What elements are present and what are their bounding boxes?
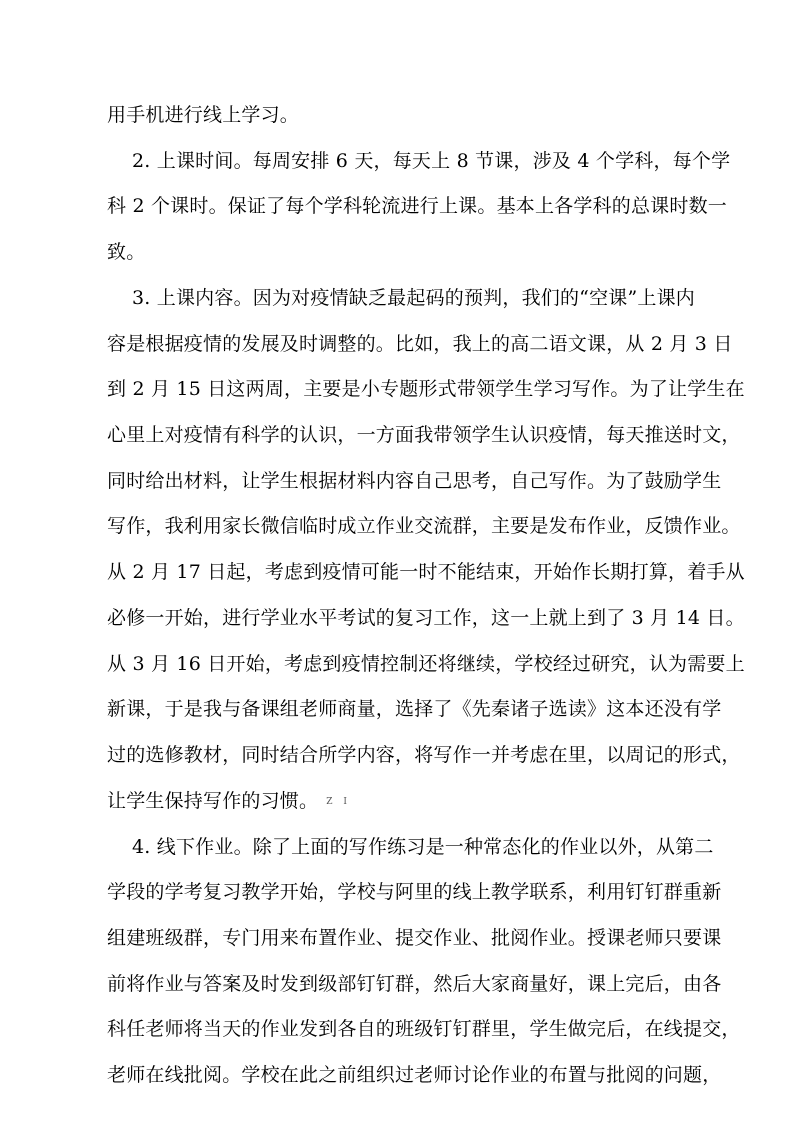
- watermark-text: Z I: [326, 797, 351, 807]
- text-line: 老师在线批阅。学校在此之前组织过老师讨论作业的布置与批阅的问题，: [107, 1064, 722, 1086]
- text-line: 新课，于是我与备课组老师商量，选择了《先秦诸子选读》这本还没有学: [107, 698, 722, 720]
- text-line: 组建班级群，专门用来布置作业、提交作业、批阅作业。授课老师只要课: [107, 927, 722, 949]
- text-line: 从 2 月 17 日起，考虑到疫情可能一时不能结束，开始作长期打算，着手从: [107, 561, 745, 583]
- text-line: 用手机进行线上学习。: [107, 104, 300, 126]
- text-line: 4. 线下作业。除了上面的写作练习是一种常态化的作业以外，从第二: [132, 836, 714, 858]
- text-line: 前将作业与答案及时发到级部钉钉群，然后大家商量好，课上完后，由各: [107, 973, 722, 995]
- text-line-with-mark: [107, 789, 351, 813]
- text-line: 3. 上课内容。因为对疫情缺乏最起码的预判，我们的“空课”上课内: [132, 287, 695, 309]
- text-line: 必修一开始，进行学业水平考试的复习工作，这一上就上到了 3 月 14 日。: [107, 607, 745, 629]
- text-line: 心里上对疫情有科学的认识，一方面我带领学生认识疫情，每天推送时文，: [107, 424, 741, 446]
- text-line: 科 2 个课时。保证了每个学科轮流进行上课。基本上各学科的总课时数一: [107, 195, 727, 217]
- text-line: 致。: [107, 241, 146, 263]
- text-line: 写作，我利用家长微信临时成立作业交流群，主要是发布作业，反馈作业。: [107, 515, 741, 537]
- text-line: 让学生保持写作的习惯。: [107, 790, 319, 812]
- text-line: 从 3 月 16 日开始，考虑到疫情控制还将继续，学校经过研究，认为需要上: [107, 653, 745, 675]
- text-line: 学段的学考复习教学开始，学校与阿里的线上教学联系，利用钉钉群重新: [107, 881, 722, 903]
- text-line: 同时给出材料，让学生根据材料内容自己思考，自己写作。为了鼓励学生: [107, 470, 722, 492]
- text-line: 到 2 月 15 日这两周，主要是小专题形式带领学生学习写作。为了让学生在: [107, 378, 745, 400]
- text-line: 科任老师将当天的作业发到各自的班级钉钉群里，学生做完后，在线提交，: [107, 1018, 741, 1040]
- text-line: 容是根据疫情的发展及时调整的。比如，我上的高二语文课，从 2 月 3 日: [107, 333, 733, 355]
- text-line: 过的选修教材，同时结合所学内容，将写作一并考虑在里，以周记的形式，: [107, 744, 741, 766]
- text-line: 2. 上课时间。每周安排 6 天，每天上 8 节课，涉及 4 个学科，每个学: [132, 150, 731, 172]
